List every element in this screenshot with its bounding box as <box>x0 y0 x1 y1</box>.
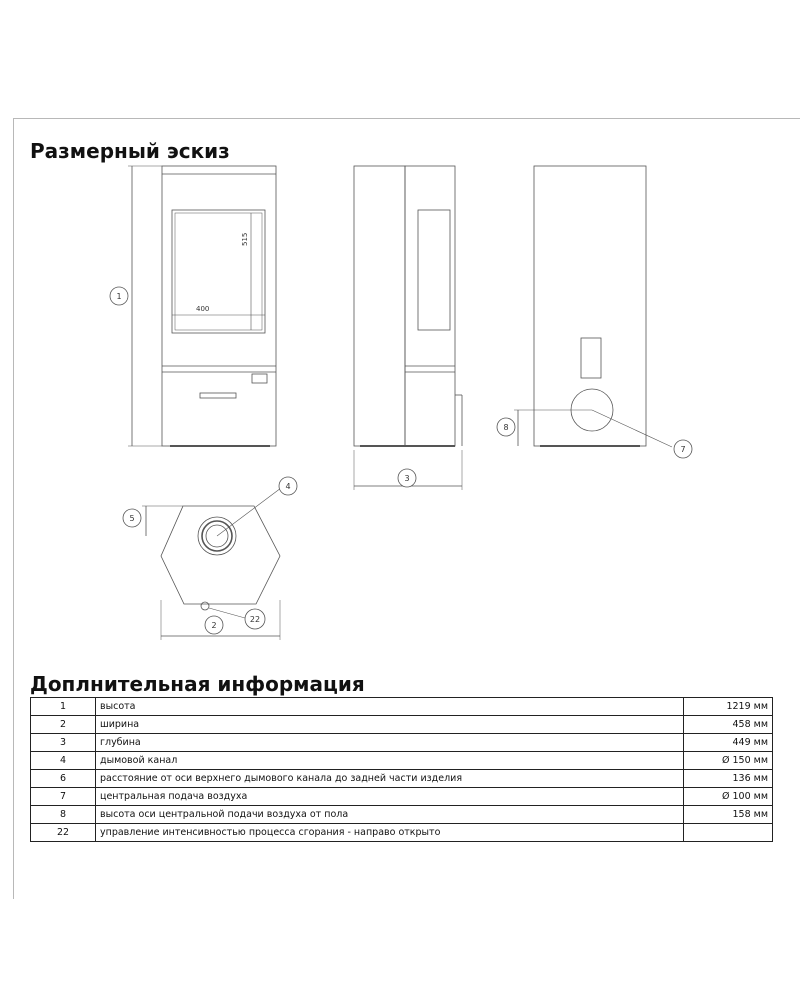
row-value: Ø 100 мм <box>684 788 773 806</box>
row-description: высота <box>96 698 684 716</box>
row-description: управление интенсивностью процесса сгорания - направо открыто <box>96 824 684 842</box>
info-table <box>30 697 773 842</box>
callout-5-label: 5 <box>129 514 135 523</box>
table-row <box>31 752 773 770</box>
callout-22-label: 22 <box>249 615 261 624</box>
row-value: 136 мм <box>684 770 773 788</box>
info-title: Доплнительная информация <box>30 672 365 696</box>
row-value: 158 мм <box>684 806 773 824</box>
callout-4-label: 4 <box>285 482 291 491</box>
table-row <box>31 716 773 734</box>
dim-height-label: 515 <box>241 232 249 246</box>
table-row <box>31 806 773 824</box>
dim-width-label: 400 <box>196 305 210 313</box>
row-number: 1 <box>31 698 96 716</box>
row-description: высота оси центральной подачи воздуха от пола <box>96 806 684 824</box>
row-number: 7 <box>31 788 96 806</box>
back-view <box>514 166 672 447</box>
callout-1-label: 1 <box>116 292 122 301</box>
table-row <box>31 734 773 752</box>
row-description: дымовой канал <box>96 752 684 770</box>
table-row <box>31 770 773 788</box>
row-description: расстояние от оси верхнего дымового канала до задней части изделия <box>96 770 684 788</box>
row-number: 8 <box>31 806 96 824</box>
row-number: 6 <box>31 770 96 788</box>
row-value: 449 мм <box>684 734 773 752</box>
row-value: 458 мм <box>684 716 773 734</box>
row-value <box>684 824 773 842</box>
table-row <box>31 824 773 842</box>
row-number: 3 <box>31 734 96 752</box>
callout-3-label: 3 <box>404 474 410 483</box>
row-value: 1219 мм <box>684 698 773 716</box>
table-row <box>31 698 773 716</box>
row-number: 22 <box>31 824 96 842</box>
callout-2-label: 2 <box>211 621 217 630</box>
callout-7-label: 7 <box>680 445 686 454</box>
row-value: Ø 150 мм <box>684 752 773 770</box>
callout-8-label: 8 <box>503 423 509 432</box>
table-row <box>31 788 773 806</box>
row-description: глубина <box>96 734 684 752</box>
row-number: 2 <box>31 716 96 734</box>
side-view <box>354 166 462 490</box>
row-description: центральная подача воздуха <box>96 788 684 806</box>
row-description: ширина <box>96 716 684 734</box>
row-number: 4 <box>31 752 96 770</box>
sketch-title: Размерный эскиз <box>30 139 230 163</box>
